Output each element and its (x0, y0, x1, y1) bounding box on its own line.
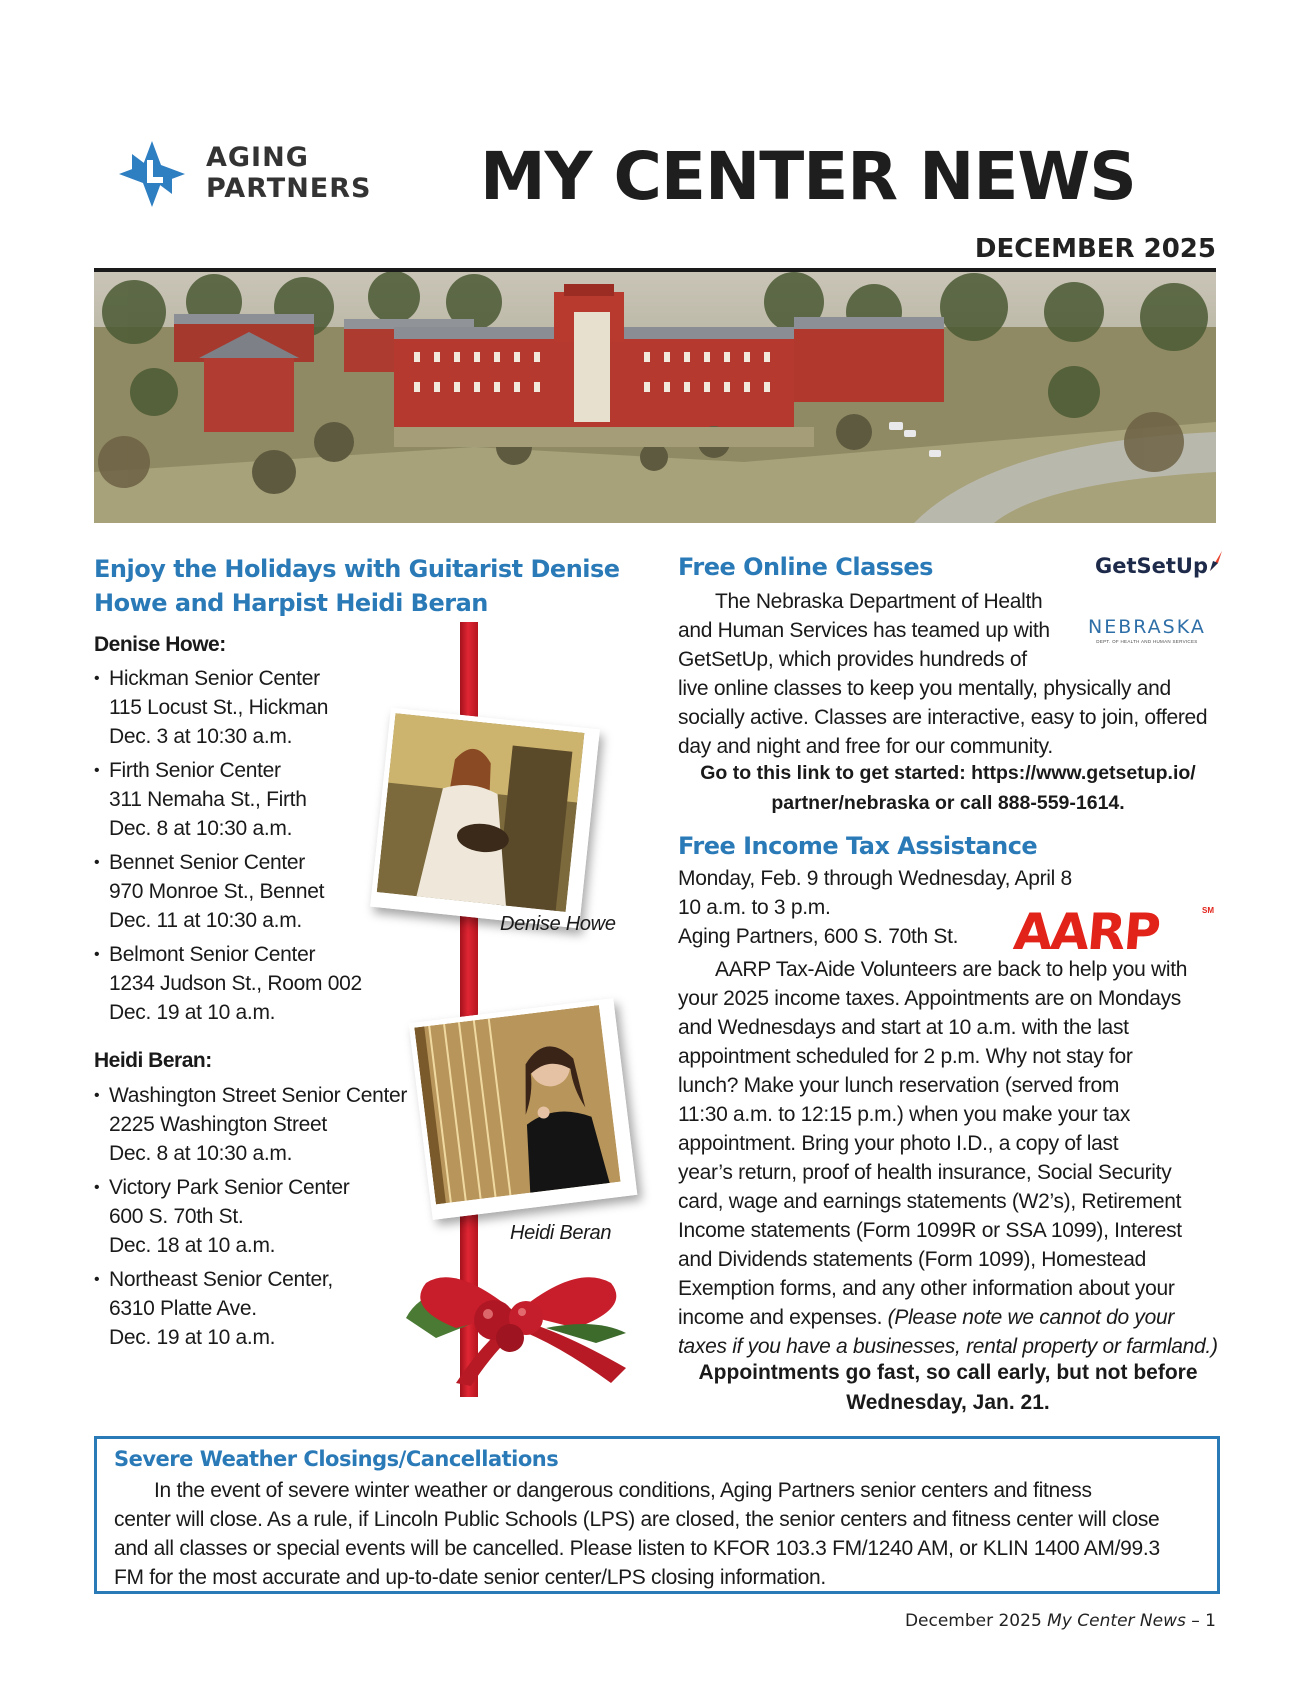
venue-address: 1234 Judson St., Room 002 (109, 972, 362, 995)
online-classes-body (678, 587, 1238, 761)
online-cta-line-1: Go to this link to get started: https://www.getsetup.io/ (700, 762, 1196, 784)
heidi-beran-photo (409, 998, 638, 1220)
tax-dates: Monday, Feb. 9 through Wednesday, April 8 (678, 867, 1072, 890)
weather-line: In the event of severe winter weather or dangerous conditions, Aging Partners senior centers and fitness (154, 1479, 1092, 1502)
tax-line: and Wednesdays and start at 10 a.m. with the last (678, 1016, 1129, 1039)
venue-time: Dec. 8 at 10:30 a.m. (109, 817, 293, 840)
venue-address: 115 Locust St., Hickman (109, 696, 329, 719)
tax-note: taxes if you have a businesses, rental property or farmland.) (678, 1335, 1218, 1358)
tax-hours: 10 a.m. to 3 p.m. (678, 896, 831, 919)
venue-address: 2225 Washington Street (109, 1113, 327, 1136)
tax-line: Exemption forms, and any other information about your (678, 1277, 1175, 1300)
tax-line: AARP Tax-Aide Volunteers are back to help you with (715, 958, 1188, 981)
venue-time: Dec. 3 at 10:30 a.m. (109, 725, 293, 748)
venue-name: • Victory Park Senior Center (109, 1176, 350, 1199)
venue-address: 970 Monroe St., Bennet (109, 880, 325, 903)
denise-howe-schedule (94, 664, 362, 1032)
list-item (94, 1173, 407, 1260)
christmas-bow-ornament-icon (396, 1258, 636, 1388)
tax-line: appointment scheduled for 2 p.m. Why not stay for (678, 1045, 1133, 1068)
venue-name: • Northeast Senior Center, (109, 1268, 333, 1291)
heidi-beran-schedule (94, 1081, 407, 1357)
footer-page-number: – 1 (1185, 1611, 1216, 1631)
tax-location: Aging Partners, 600 S. 70th St. (678, 925, 959, 948)
denise-howe-heading: Denise Howe: (94, 633, 226, 656)
venue-time: Dec. 19 at 10 a.m. (109, 1001, 276, 1024)
campus-aerial-photo (94, 272, 1216, 523)
venue-address: 6310 Platte Ave. (109, 1297, 257, 1320)
venue-address: 311 Nemaha St., Firth (109, 788, 307, 811)
tax-line (678, 1332, 1238, 1361)
getsetup-logo: GetSetUp (1095, 554, 1209, 578)
footer-publication: My Center News (1047, 1611, 1186, 1631)
weather-line: center will close. As a rule, if Lincoln Public Schools (LPS) are closed, the senior centers and fitness center will close (114, 1508, 1160, 1531)
denise-howe-caption: Denise Howe (500, 913, 616, 935)
footer-date: December 2025 (904, 1611, 1048, 1631)
tax-line: your 2025 income taxes. Appointments are on Mondays (678, 987, 1182, 1010)
aarp-logo: AARP (1011, 903, 1162, 961)
holiday-concerts-heading (94, 552, 634, 620)
venue-name: • Belmont Senior Center (109, 943, 316, 966)
tax-cta-line-2: Wednesday, Jan. 21. (846, 1391, 1050, 1414)
tax-line: and Dividends statements (Form 1099), Homestead (678, 1248, 1146, 1271)
list-item (94, 940, 362, 1027)
tax-line (678, 1303, 1238, 1332)
tax-note: (Please note we cannot do your (887, 1306, 1175, 1329)
logo-wordmark (206, 142, 371, 204)
online-line: and Human Services has teamed up with (678, 619, 1050, 642)
online-line: day and night and free for our community. (678, 735, 1053, 758)
online-cta-line-2: partner/nebraska or call 888-559-1614. (771, 792, 1125, 814)
venue-time: Dec. 11 at 10:30 a.m. (109, 909, 302, 932)
getsetup-arrow-icon (1206, 549, 1224, 573)
nebraska-logo-word: NEBRASKA (1088, 616, 1206, 638)
venue-name: • Firth Senior Center (109, 759, 281, 782)
tax-assistance-body (678, 955, 1238, 1361)
tax-line: 11:30 a.m. to 12:15 p.m.) when you make your tax (678, 1103, 1131, 1126)
logo-line-2: PARTNERS (206, 173, 372, 204)
tax-assistance-heading: Free Income Tax Assistance (678, 832, 1038, 860)
issue-date: DECEMBER 2025 (974, 234, 1216, 264)
holiday-title-line-2: Howe and Harpist Heidi Beran (94, 589, 488, 617)
holiday-title-line-1: Enjoy the Holidays with Guitarist Denise (94, 555, 620, 583)
page-footer (905, 1611, 1216, 1631)
guitarist-portrait-icon (377, 713, 585, 912)
harpist-portrait-icon (414, 1005, 620, 1204)
severe-weather-body (114, 1476, 1210, 1592)
online-line: The Nebraska Department of Health (715, 590, 1043, 613)
list-item (94, 756, 362, 843)
list-item (94, 1081, 407, 1168)
tax-cta-line-1: Appointments go fast, so call early, but not before (698, 1361, 1198, 1384)
list-item (94, 1265, 407, 1352)
venue-time: Dec. 18 at 10 a.m. (109, 1234, 276, 1257)
tax-line: lunch? Make your lunch reservation (served from (678, 1074, 1120, 1097)
nebraska-logo-subtitle: DEPT. OF HEALTH AND HUMAN SERVICES (1096, 639, 1198, 644)
list-item (94, 848, 362, 935)
venue-name: • Bennet Senior Center (109, 851, 305, 874)
severe-weather-heading: Severe Weather Closings/Cancellations (114, 1447, 559, 1471)
online-line: live online classes to keep you mentally, physically and (678, 677, 1171, 700)
online-classes-link[interactable] (678, 758, 1218, 818)
tax-line: appointment. Bring your photo I.D., a copy of last (678, 1132, 1119, 1155)
online-line: socially active. Classes are interactive, easy to join, offered (678, 706, 1208, 729)
tax-appointment-note (678, 1358, 1218, 1418)
venue-time: Dec. 19 at 10 a.m. (109, 1326, 276, 1349)
list-item (94, 664, 362, 751)
online-line: GetSetUp, which provides hundreds of (678, 648, 1027, 671)
tax-line: card, wage and earnings statements (W2’s), Retirement (678, 1190, 1182, 1213)
venue-address: 600 S. 70th St. (109, 1205, 244, 1228)
masthead-title: MY CENTER NEWS (480, 138, 1136, 215)
heidi-beran-caption: Heidi Beran (510, 1222, 612, 1244)
tax-line: year’s return, proof of health insurance, Social Security (678, 1161, 1172, 1184)
tax-line-plain: income and expenses. (678, 1306, 888, 1329)
aarp-service-mark: SM (1202, 906, 1214, 915)
weather-line: FM for the most accurate and up-to-date senior center/LPS closing information. (114, 1566, 826, 1589)
venue-name: • Hickman Senior Center (109, 667, 320, 690)
weather-line: and all classes or special events will be cancelled. Please listen to KFOR 103.3 FM/1240 AM, or KLIN 1400 AM/99.3 (114, 1537, 1160, 1560)
venue-time: Dec. 8 at 10:30 a.m. (109, 1142, 293, 1165)
logo-line-1: AGING (206, 142, 309, 173)
venue-name: • Washington Street Senior Center (109, 1084, 408, 1107)
tax-line: Income statements (Form 1099R or SSA 1099), Interest (678, 1219, 1182, 1242)
online-classes-heading: Free Online Classes (678, 553, 933, 581)
denise-howe-photo (370, 708, 600, 929)
heidi-beran-heading: Heidi Beran: (94, 1049, 212, 1072)
